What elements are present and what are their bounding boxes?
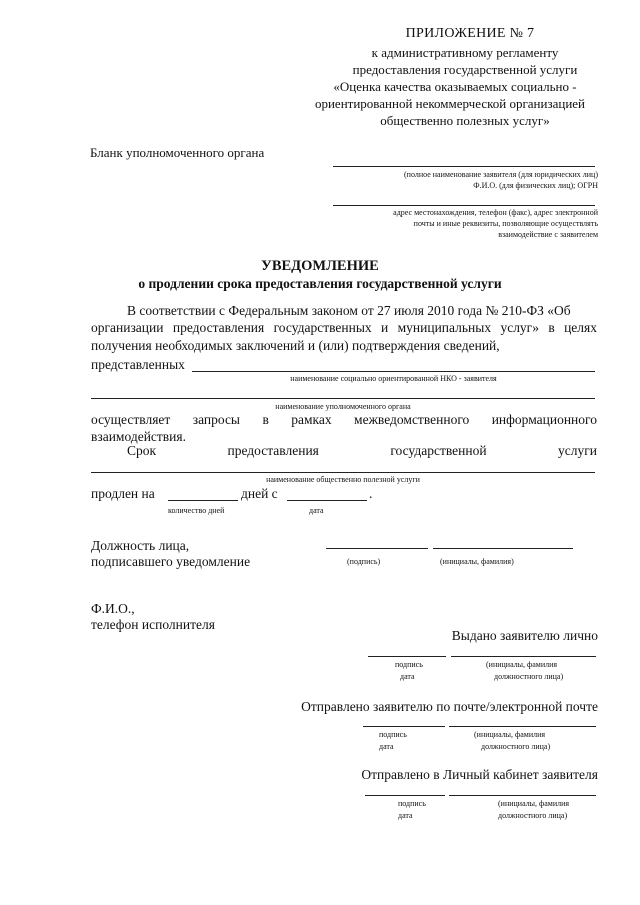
document-subtitle: о продлении срока предоставления государственной услуги [138,276,502,291]
delivery-title: Выдано заявителю лично [451,628,598,643]
delivery-initials-line[interactable] [451,656,596,657]
delivery-initials-line[interactable] [449,795,596,796]
document-title: УВЕДОМЛЕНИЕ [261,258,379,274]
extended-label: продлен на [91,486,155,501]
term-text: Срок предоставления государственной услуги [127,443,597,458]
days-field-line[interactable] [168,500,238,501]
appendix-line: предоставления государственной услуги [352,62,578,77]
organ-field-line[interactable] [91,398,595,399]
delivery-date-hint: дата [379,742,394,751]
delivery-sign-hint: подпись [398,799,426,808]
position-label: подписавшего уведомление [91,554,251,569]
address-hint: адрес местонахождения, телефон (факс), адрес электронной [393,208,598,217]
delivery-date-hint: дата [398,811,413,820]
requests-text: осуществляет запросы в рамках межведомственного информационного [91,412,597,427]
appendix-line: к административному регламенту [371,45,559,60]
address-hint: почты и иные реквизиты, позволяющие осуществлять [413,219,598,228]
days-label: дней с [241,486,278,501]
executor-fio: Ф.И.О., [91,601,135,616]
delivery-sign-line[interactable] [363,726,445,727]
days-hint: количество дней [168,506,225,515]
presented-label: представленных [91,357,185,372]
body-text: В соответствии с Федеральным законом от 27 июля 2010 года № 210-ФЗ «Об [127,303,571,318]
delivery-date-hint: дата [400,672,415,681]
applicant-hint: (полное наименование заявителя (для юридических лиц) [404,170,598,179]
delivery-sign-hint: подпись [395,660,423,669]
date-field-line[interactable] [287,500,367,501]
body-text: организации предоставления государственных и муниципальных услуг» в целях [91,320,597,335]
address-hint: взаимодействие с заявителем [498,230,598,239]
executor-phone: телефон исполнителя [91,617,215,632]
sign-hint: (подпись) [347,557,381,566]
appendix-line: ориентированной некоммерческой организацией [314,96,586,111]
delivery-sign-line[interactable] [365,795,445,796]
delivery-initials-hint: (инициалы, фамилия [474,730,546,739]
applicant-field-line[interactable] [333,166,595,167]
initials-hint: (инициалы, фамилия) [440,557,514,566]
delivery-title: Отправлено заявителю по почте/электронной почте [301,699,598,714]
service-hint: наименование общественно полезной услуги [266,475,420,484]
organ-hint: наименование уполномоченного органа [275,402,411,411]
nko-field-line[interactable] [192,371,595,372]
blank-label: Бланк уполномоченного органа [90,145,265,160]
delivery-initials-hint: должностного лица) [498,811,568,820]
address-field-line[interactable] [333,205,595,206]
appendix-line: «Оценка качества оказываемых социально - [333,79,577,94]
delivery-sign-hint: подпись [379,730,407,739]
delivery-initials-line[interactable] [449,726,596,727]
extended-end: . [369,486,373,501]
delivery-initials-hint: должностного лица) [481,742,551,751]
nko-hint: наименование социально ориентированной НКО - заявителя [290,374,497,383]
date-hint: дата [309,506,324,515]
appendix-number: ПРИЛОЖЕНИЕ № 7 [405,26,535,41]
service-field-line[interactable] [91,472,595,473]
delivery-initials-hint: должностного лица) [494,672,564,681]
initials-field-line[interactable] [433,548,573,549]
applicant-hint: Ф.И.О. (для физических лиц); ОГРН [473,181,598,190]
interaction-text: взаимодействия. [91,429,186,444]
appendix-line: общественно полезных услуг» [380,113,550,128]
signature-field-line[interactable] [326,548,428,549]
delivery-title: Отправлено в Личный кабинет заявителя [361,767,598,782]
body-text: получения необходимых заключений и (или) подтверждения сведений, [91,338,500,353]
delivery-sign-line[interactable] [368,656,446,657]
delivery-initials-hint: (инициалы, фамилия [486,660,558,669]
delivery-initials-hint: (инициалы, фамилия [498,799,570,808]
position-label: Должность лица, [91,538,190,553]
